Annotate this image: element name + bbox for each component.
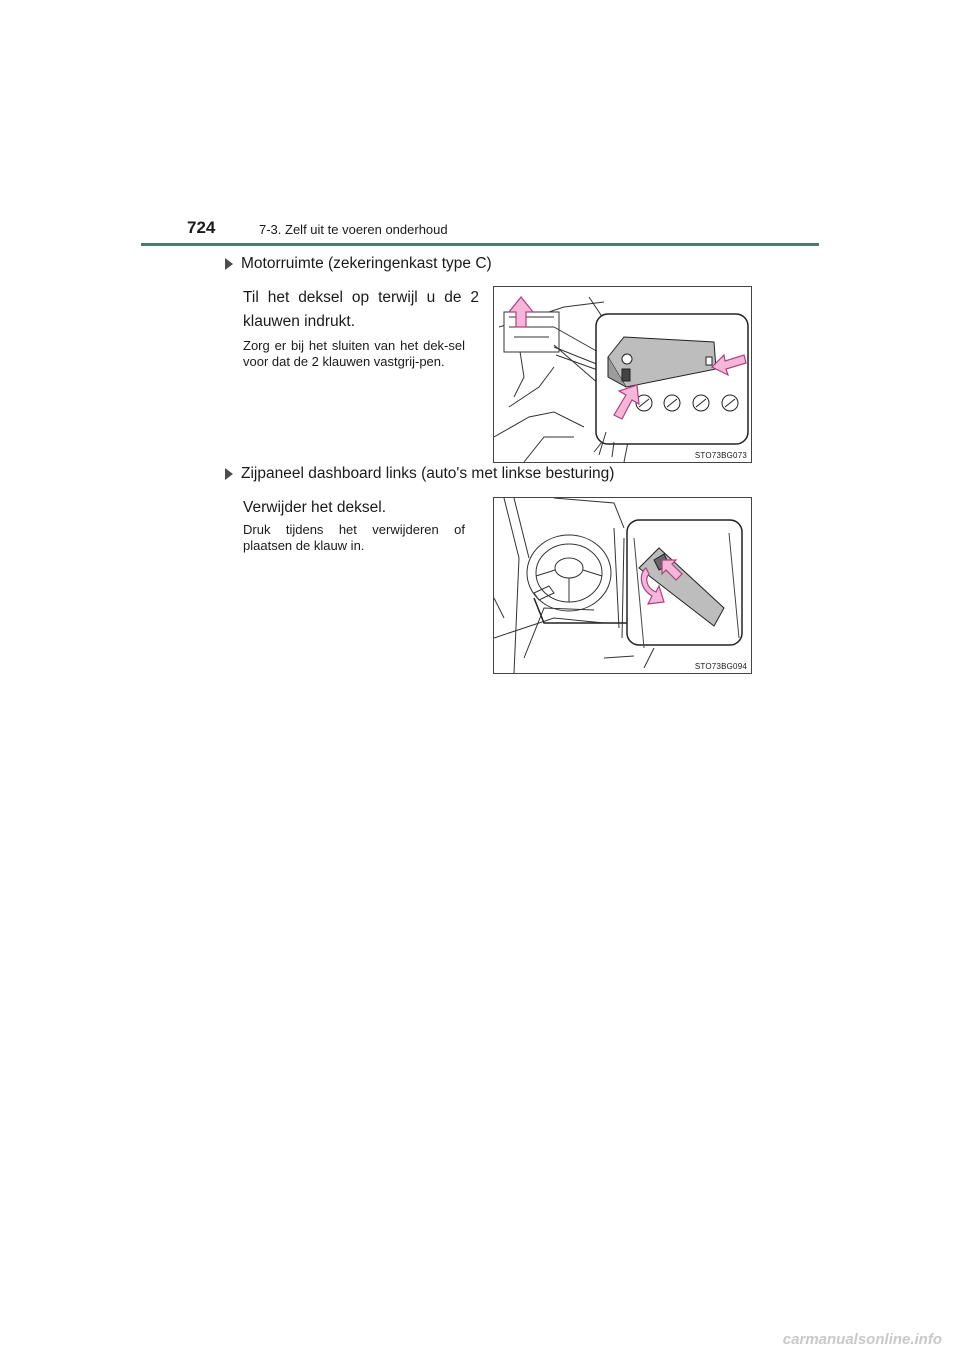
triangle-bullet-icon <box>225 468 233 480</box>
figure-code: STO73BG073 <box>694 451 747 460</box>
note-text: Zorg er bij het sluiten van het dek-sel voor dat de 2 klauwen vastgrij-pen. <box>243 338 465 369</box>
section-heading-text: Zijpaneel dashboard links (auto's met linkse besturing) <box>241 465 615 482</box>
dashboard-panel-illustration <box>494 498 751 673</box>
section-heading-dashboard <box>225 465 614 483</box>
figure-code: STO73BG094 <box>694 662 747 671</box>
section-heading-text: Motorruimte (zekeringenkast type C) <box>241 255 492 272</box>
instruction-text: Til het deksel op terwijl u de 2 klauwen indrukt. <box>243 289 479 330</box>
section-title: 7-3. Zelf uit te voeren onderhoud <box>259 222 448 237</box>
header-rule <box>141 243 819 246</box>
note-text: Druk tijdens het verwijderen of plaatsen de klauw in. <box>243 522 465 553</box>
triangle-bullet-icon <box>225 258 233 270</box>
page-number: 724 <box>187 218 216 237</box>
fuse-box-illustration <box>494 287 751 462</box>
footer-watermark: carmanualsonline.info <box>782 1331 942 1348</box>
figure-fuse-box-engine <box>493 286 752 463</box>
instruction-text: Verwijder het deksel. <box>243 499 387 516</box>
figure-dashboard-panel <box>493 497 752 674</box>
section-heading-engine <box>225 255 492 273</box>
